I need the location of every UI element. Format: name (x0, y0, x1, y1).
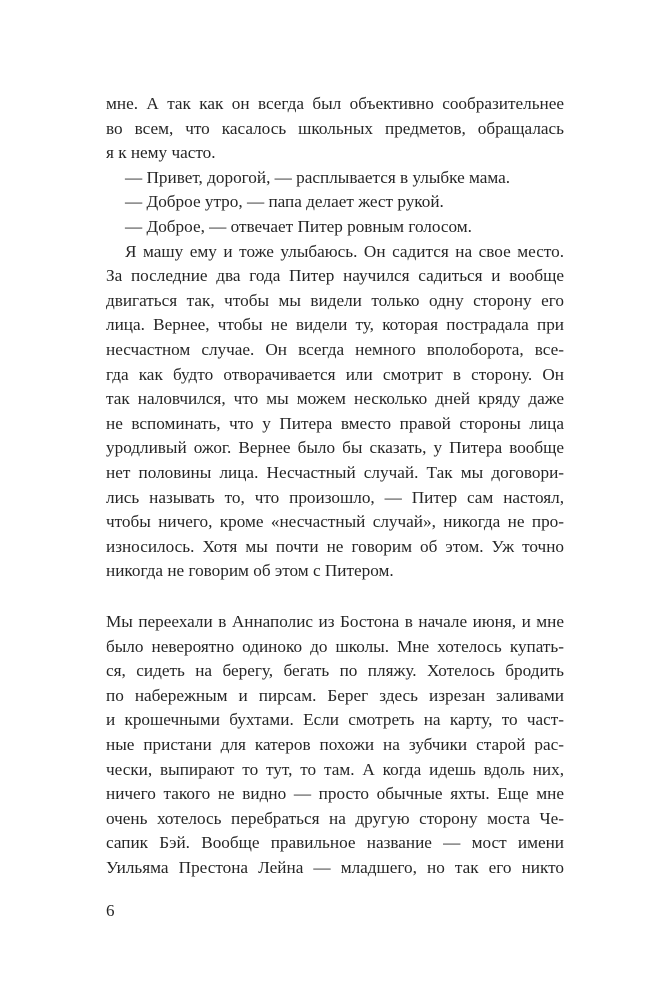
text-line: не вспоминать, что у Питера вместо правой стороны лица (106, 413, 564, 433)
text-line: очень хотелось перебраться на другую сторону моста Че- (106, 808, 564, 828)
text-line: ся, сидеть на берегу, бегать по пляжу. Хотелось бродить (106, 661, 564, 681)
text-line: и крошечными бухтами. Если смотреть на карту, то част- (106, 710, 564, 730)
text-line: было невероятно одиноко до школы. Мне хотелось купать- (106, 636, 564, 656)
text-line: Я машу ему и тоже улыбаюсь. Он садится на свое место. (125, 241, 564, 261)
text-line: гда как будто отворачивается или смотрит в сторону. Он (106, 364, 564, 384)
text-line: лица. Вернее, чтобы не видели ту, которая пострадала при (106, 315, 564, 335)
text-line: уродливый ожог. Вернее было бы сказать, у Питера вообще (106, 438, 564, 458)
text-line: ные пристани для катеров похожи на зубчики старой рас- (106, 734, 564, 754)
text-line: мне. А так как он всегда был объективно сообразительнее (106, 94, 564, 113)
text-line: никогда не говорим об этом с Питером. (106, 561, 394, 581)
text-block-1 (106, 92, 564, 584)
text-line: сапик Бэй. Вообще правильное название — мост имени (106, 833, 564, 853)
text-line: несчастном случае. Он всегда немного вполоборота, все- (106, 339, 564, 359)
text-line: износилось. Хотя мы почти не говорим об этом. Уж точно (106, 536, 564, 556)
text-line: За последние два года Питер научился садиться и вообще (106, 266, 564, 286)
text-line: я к нему часто. (106, 143, 216, 163)
text-line: двигаться так, чтобы мы видели только одну сторону его (106, 290, 564, 310)
text-line: — Доброе, — отвечает Питер ровным голосом. (125, 216, 472, 236)
text-block-2 (106, 610, 564, 881)
text-line: во всем, что касалось школьных предметов, обращалась (106, 118, 564, 138)
page-number: 6 (106, 901, 115, 920)
text-line: так наловчился, что мы можем несколько дней кряду даже (106, 389, 564, 409)
text-line: чески, выпирают то тут, то там. А когда идешь вдоль них, (106, 759, 564, 779)
text-line: нет половины лица. Несчастный случай. Так мы договори- (106, 462, 564, 482)
text-line: Уильяма Престона Лейна — младшего, но так его никто (106, 857, 564, 877)
text-line: — Привет, дорогой, — расплывается в улыбке мама. (125, 167, 511, 187)
text-line: лись называть то, что произошло, — Питер сам настоял, (106, 487, 564, 507)
text-line: по набережным и пирсам. Берег здесь изрезан заливами (106, 685, 564, 705)
text-line: — Доброе утро, — папа делает жест рукой. (125, 192, 444, 212)
text-line: ничего такого не видно — просто обычные яхты. Еще мне (106, 784, 564, 804)
text-line: чтобы ничего, кроме «несчастный случай», никогда не про- (106, 512, 564, 532)
text-line: Мы переехали в Аннаполис из Бостона в начале июня, и мне (106, 612, 564, 631)
